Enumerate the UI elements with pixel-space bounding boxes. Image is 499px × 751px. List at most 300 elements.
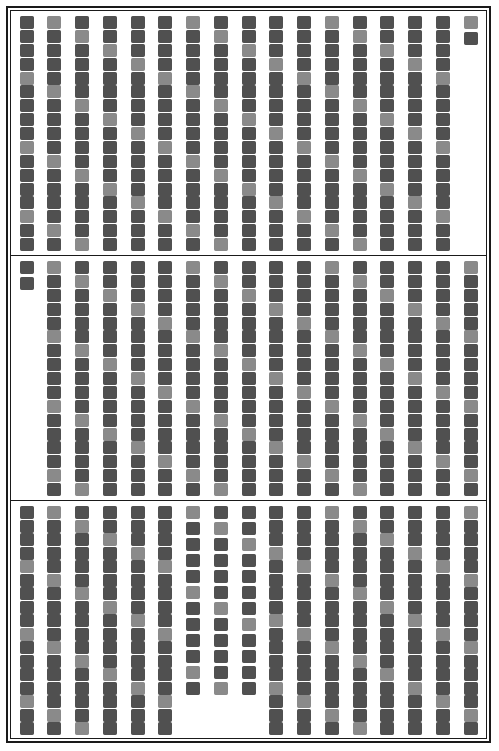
text-column bbox=[461, 12, 480, 255]
character-glyph bbox=[408, 16, 422, 29]
character-glyph bbox=[325, 469, 339, 482]
character-glyph bbox=[242, 169, 256, 182]
character-glyph bbox=[214, 99, 228, 112]
character-glyph bbox=[103, 372, 117, 385]
character-glyph bbox=[353, 668, 367, 681]
character-glyph bbox=[297, 506, 311, 519]
character-glyph bbox=[20, 155, 34, 168]
character-glyph bbox=[436, 506, 450, 519]
character-glyph bbox=[297, 628, 311, 641]
character-glyph bbox=[103, 682, 117, 695]
character-glyph bbox=[75, 358, 89, 371]
character-glyph bbox=[158, 695, 172, 708]
character-glyph bbox=[380, 668, 394, 681]
character-glyph bbox=[325, 330, 339, 343]
character-glyph bbox=[436, 455, 450, 468]
character-glyph bbox=[436, 72, 450, 85]
character-glyph bbox=[158, 722, 172, 735]
text-column bbox=[184, 502, 203, 739]
character-glyph bbox=[436, 169, 450, 182]
character-glyph bbox=[158, 614, 172, 627]
character-glyph bbox=[464, 32, 478, 45]
character-glyph bbox=[47, 469, 61, 482]
character-glyph bbox=[297, 372, 311, 385]
character-glyph bbox=[214, 554, 228, 567]
character-glyph bbox=[325, 628, 339, 641]
character-glyph bbox=[158, 587, 172, 600]
character-glyph bbox=[269, 238, 283, 251]
character-glyph bbox=[20, 574, 34, 587]
character-glyph bbox=[408, 275, 422, 288]
character-glyph bbox=[269, 709, 283, 722]
character-glyph bbox=[103, 85, 117, 98]
character-glyph bbox=[297, 155, 311, 168]
character-glyph bbox=[380, 560, 394, 573]
character-glyph bbox=[75, 372, 89, 385]
character-glyph bbox=[297, 428, 311, 441]
character-glyph bbox=[436, 614, 450, 627]
character-glyph bbox=[242, 522, 256, 535]
character-glyph bbox=[103, 574, 117, 587]
character-glyph bbox=[75, 641, 89, 654]
character-glyph bbox=[158, 261, 172, 274]
character-glyph bbox=[75, 469, 89, 482]
character-glyph bbox=[269, 72, 283, 85]
character-glyph bbox=[380, 344, 394, 357]
character-glyph bbox=[47, 533, 61, 546]
character-glyph bbox=[269, 386, 283, 399]
character-glyph bbox=[103, 303, 117, 316]
character-glyph bbox=[408, 224, 422, 237]
character-glyph bbox=[131, 614, 145, 627]
character-glyph bbox=[380, 601, 394, 614]
character-glyph bbox=[131, 547, 145, 560]
text-column bbox=[239, 257, 258, 500]
character-glyph bbox=[158, 58, 172, 71]
character-glyph bbox=[158, 574, 172, 587]
character-glyph bbox=[297, 224, 311, 237]
character-glyph bbox=[353, 30, 367, 43]
character-glyph bbox=[20, 533, 34, 546]
character-glyph bbox=[242, 127, 256, 140]
character-glyph bbox=[408, 709, 422, 722]
character-glyph bbox=[380, 587, 394, 600]
character-glyph bbox=[297, 99, 311, 112]
character-glyph bbox=[20, 261, 34, 274]
character-glyph bbox=[158, 30, 172, 43]
character-glyph bbox=[269, 722, 283, 735]
character-glyph bbox=[242, 275, 256, 288]
character-glyph bbox=[353, 682, 367, 695]
character-glyph bbox=[20, 547, 34, 560]
character-glyph bbox=[75, 682, 89, 695]
character-glyph bbox=[47, 155, 61, 168]
character-glyph bbox=[47, 344, 61, 357]
text-column bbox=[156, 502, 175, 739]
character-glyph bbox=[103, 709, 117, 722]
character-glyph bbox=[75, 428, 89, 441]
character-glyph bbox=[380, 16, 394, 29]
character-glyph bbox=[158, 155, 172, 168]
character-glyph bbox=[186, 196, 200, 209]
character-glyph bbox=[186, 58, 200, 71]
character-glyph bbox=[103, 587, 117, 600]
character-glyph bbox=[214, 414, 228, 427]
character-glyph bbox=[214, 155, 228, 168]
character-glyph bbox=[380, 574, 394, 587]
character-glyph bbox=[131, 196, 145, 209]
character-glyph bbox=[408, 547, 422, 560]
character-glyph bbox=[297, 469, 311, 482]
text-column bbox=[156, 12, 175, 255]
character-glyph bbox=[297, 141, 311, 154]
character-glyph bbox=[297, 682, 311, 695]
character-glyph bbox=[325, 196, 339, 209]
text-column bbox=[350, 12, 369, 255]
character-glyph bbox=[380, 506, 394, 519]
character-glyph bbox=[214, 261, 228, 274]
character-glyph bbox=[158, 99, 172, 112]
character-glyph bbox=[158, 238, 172, 251]
character-glyph bbox=[20, 85, 34, 98]
character-glyph bbox=[158, 483, 172, 496]
character-glyph bbox=[269, 587, 283, 600]
character-glyph bbox=[436, 113, 450, 126]
character-glyph bbox=[297, 183, 311, 196]
character-glyph bbox=[242, 682, 256, 695]
character-glyph bbox=[325, 210, 339, 223]
character-glyph bbox=[47, 560, 61, 573]
character-glyph bbox=[20, 655, 34, 668]
character-glyph bbox=[158, 72, 172, 85]
character-glyph bbox=[158, 400, 172, 413]
character-glyph bbox=[186, 330, 200, 343]
character-glyph bbox=[131, 506, 145, 519]
character-glyph bbox=[380, 261, 394, 274]
character-glyph bbox=[242, 441, 256, 454]
character-glyph bbox=[325, 520, 339, 533]
character-glyph bbox=[186, 72, 200, 85]
character-glyph bbox=[75, 141, 89, 154]
character-glyph bbox=[20, 614, 34, 627]
character-glyph bbox=[408, 614, 422, 627]
character-glyph bbox=[380, 275, 394, 288]
character-glyph bbox=[242, 455, 256, 468]
character-glyph bbox=[353, 506, 367, 519]
character-glyph bbox=[242, 428, 256, 441]
character-glyph bbox=[186, 538, 200, 551]
character-glyph bbox=[186, 261, 200, 274]
character-glyph bbox=[242, 650, 256, 663]
character-glyph bbox=[408, 127, 422, 140]
character-glyph bbox=[353, 44, 367, 57]
character-glyph bbox=[47, 400, 61, 413]
character-glyph bbox=[131, 113, 145, 126]
character-glyph bbox=[436, 317, 450, 330]
character-glyph bbox=[75, 560, 89, 573]
character-glyph bbox=[353, 330, 367, 343]
character-glyph bbox=[186, 358, 200, 371]
character-glyph bbox=[131, 709, 145, 722]
text-column bbox=[73, 257, 92, 500]
character-glyph bbox=[214, 400, 228, 413]
character-glyph bbox=[325, 127, 339, 140]
character-glyph bbox=[214, 386, 228, 399]
character-glyph bbox=[214, 428, 228, 441]
character-glyph bbox=[464, 261, 478, 274]
character-glyph bbox=[464, 386, 478, 399]
character-glyph bbox=[47, 169, 61, 182]
character-glyph bbox=[20, 695, 34, 708]
character-glyph bbox=[380, 196, 394, 209]
character-glyph bbox=[186, 127, 200, 140]
character-glyph bbox=[325, 183, 339, 196]
character-glyph bbox=[325, 414, 339, 427]
character-glyph bbox=[408, 695, 422, 708]
character-glyph bbox=[186, 113, 200, 126]
character-glyph bbox=[436, 44, 450, 57]
character-glyph bbox=[186, 441, 200, 454]
text-column bbox=[378, 12, 397, 255]
character-glyph bbox=[269, 574, 283, 587]
character-glyph bbox=[436, 469, 450, 482]
text-column bbox=[322, 257, 341, 500]
character-glyph bbox=[408, 317, 422, 330]
character-glyph bbox=[325, 44, 339, 57]
character-glyph bbox=[131, 655, 145, 668]
character-glyph bbox=[75, 196, 89, 209]
character-glyph bbox=[103, 695, 117, 708]
character-glyph bbox=[103, 210, 117, 223]
character-glyph bbox=[269, 372, 283, 385]
character-glyph bbox=[47, 289, 61, 302]
character-glyph bbox=[380, 210, 394, 223]
character-glyph bbox=[269, 275, 283, 288]
character-glyph bbox=[242, 483, 256, 496]
character-glyph bbox=[47, 16, 61, 29]
character-glyph bbox=[158, 44, 172, 57]
character-glyph bbox=[242, 386, 256, 399]
character-glyph bbox=[47, 709, 61, 722]
character-glyph bbox=[297, 414, 311, 427]
character-glyph bbox=[131, 587, 145, 600]
character-glyph bbox=[214, 72, 228, 85]
character-glyph bbox=[353, 210, 367, 223]
character-glyph bbox=[380, 127, 394, 140]
character-glyph bbox=[436, 386, 450, 399]
character-glyph bbox=[75, 30, 89, 43]
character-glyph bbox=[436, 483, 450, 496]
character-glyph bbox=[214, 196, 228, 209]
character-glyph bbox=[269, 127, 283, 140]
character-glyph bbox=[464, 372, 478, 385]
character-glyph bbox=[464, 722, 478, 735]
character-glyph bbox=[353, 372, 367, 385]
character-glyph bbox=[353, 414, 367, 427]
character-glyph bbox=[47, 303, 61, 316]
character-glyph bbox=[131, 682, 145, 695]
text-column bbox=[350, 257, 369, 500]
character-glyph bbox=[158, 127, 172, 140]
character-glyph bbox=[380, 169, 394, 182]
character-glyph bbox=[158, 560, 172, 573]
character-glyph bbox=[408, 506, 422, 519]
text-column bbox=[295, 257, 314, 500]
character-glyph bbox=[158, 169, 172, 182]
text-column bbox=[17, 257, 36, 500]
character-glyph bbox=[353, 520, 367, 533]
character-glyph bbox=[103, 414, 117, 427]
character-glyph bbox=[464, 469, 478, 482]
text-column bbox=[45, 257, 64, 500]
character-glyph bbox=[20, 99, 34, 112]
character-glyph bbox=[131, 85, 145, 98]
character-glyph bbox=[103, 238, 117, 251]
character-glyph bbox=[325, 30, 339, 43]
character-glyph bbox=[464, 330, 478, 343]
character-glyph bbox=[214, 58, 228, 71]
character-glyph bbox=[186, 169, 200, 182]
character-glyph bbox=[353, 16, 367, 29]
character-glyph bbox=[353, 722, 367, 735]
character-glyph bbox=[214, 169, 228, 182]
character-glyph bbox=[103, 547, 117, 560]
character-glyph bbox=[269, 400, 283, 413]
character-glyph bbox=[242, 85, 256, 98]
character-glyph bbox=[380, 224, 394, 237]
character-glyph bbox=[214, 344, 228, 357]
character-glyph bbox=[325, 16, 339, 29]
character-glyph bbox=[186, 16, 200, 29]
character-glyph bbox=[380, 414, 394, 427]
character-glyph bbox=[214, 289, 228, 302]
character-glyph bbox=[214, 469, 228, 482]
character-glyph bbox=[131, 483, 145, 496]
character-glyph bbox=[325, 113, 339, 126]
character-glyph bbox=[464, 614, 478, 627]
character-glyph bbox=[325, 344, 339, 357]
character-glyph bbox=[103, 400, 117, 413]
text-column bbox=[156, 257, 175, 500]
character-glyph bbox=[131, 16, 145, 29]
character-glyph bbox=[269, 614, 283, 627]
character-glyph bbox=[297, 668, 311, 681]
character-glyph bbox=[297, 303, 311, 316]
character-glyph bbox=[131, 224, 145, 237]
character-glyph bbox=[436, 30, 450, 43]
character-glyph bbox=[408, 289, 422, 302]
character-glyph bbox=[269, 30, 283, 43]
character-glyph bbox=[408, 641, 422, 654]
character-glyph bbox=[325, 428, 339, 441]
character-glyph bbox=[214, 210, 228, 223]
character-glyph bbox=[158, 330, 172, 343]
character-glyph bbox=[242, 113, 256, 126]
character-glyph bbox=[158, 428, 172, 441]
character-glyph bbox=[464, 533, 478, 546]
character-glyph bbox=[353, 547, 367, 560]
character-glyph bbox=[436, 441, 450, 454]
character-glyph bbox=[436, 428, 450, 441]
character-glyph bbox=[408, 210, 422, 223]
character-glyph bbox=[464, 695, 478, 708]
character-glyph bbox=[131, 289, 145, 302]
character-glyph bbox=[103, 289, 117, 302]
character-glyph bbox=[20, 587, 34, 600]
text-column bbox=[45, 502, 64, 739]
character-glyph bbox=[353, 85, 367, 98]
character-glyph bbox=[353, 261, 367, 274]
character-glyph bbox=[325, 695, 339, 708]
character-glyph bbox=[214, 113, 228, 126]
character-glyph bbox=[436, 127, 450, 140]
character-glyph bbox=[47, 483, 61, 496]
character-glyph bbox=[242, 330, 256, 343]
character-glyph bbox=[47, 455, 61, 468]
character-glyph bbox=[75, 210, 89, 223]
character-glyph bbox=[408, 400, 422, 413]
character-glyph bbox=[75, 722, 89, 735]
character-glyph bbox=[269, 303, 283, 316]
text-column bbox=[128, 12, 147, 255]
character-glyph bbox=[47, 428, 61, 441]
character-glyph bbox=[131, 58, 145, 71]
character-glyph bbox=[158, 668, 172, 681]
character-glyph bbox=[131, 668, 145, 681]
character-glyph bbox=[380, 317, 394, 330]
character-glyph bbox=[353, 628, 367, 641]
character-glyph bbox=[436, 289, 450, 302]
character-glyph bbox=[325, 668, 339, 681]
character-glyph bbox=[214, 602, 228, 615]
character-glyph bbox=[75, 113, 89, 126]
character-glyph bbox=[380, 722, 394, 735]
character-glyph bbox=[103, 261, 117, 274]
character-glyph bbox=[436, 560, 450, 573]
character-glyph bbox=[353, 386, 367, 399]
character-glyph bbox=[325, 58, 339, 71]
character-glyph bbox=[158, 317, 172, 330]
character-glyph bbox=[297, 722, 311, 735]
character-glyph bbox=[464, 547, 478, 560]
character-glyph bbox=[214, 522, 228, 535]
character-glyph bbox=[103, 30, 117, 43]
character-glyph bbox=[353, 275, 367, 288]
character-glyph bbox=[75, 224, 89, 237]
character-glyph bbox=[380, 85, 394, 98]
character-glyph bbox=[297, 44, 311, 57]
character-glyph bbox=[297, 289, 311, 302]
character-glyph bbox=[20, 72, 34, 85]
character-glyph bbox=[20, 169, 34, 182]
character-glyph bbox=[408, 113, 422, 126]
character-glyph bbox=[380, 441, 394, 454]
character-glyph bbox=[353, 358, 367, 371]
character-glyph bbox=[47, 668, 61, 681]
character-glyph bbox=[325, 141, 339, 154]
character-glyph bbox=[47, 358, 61, 371]
character-glyph bbox=[380, 709, 394, 722]
character-glyph bbox=[380, 628, 394, 641]
character-glyph bbox=[131, 601, 145, 614]
text-column bbox=[461, 257, 480, 500]
character-glyph bbox=[464, 682, 478, 695]
character-glyph bbox=[380, 372, 394, 385]
character-glyph bbox=[297, 317, 311, 330]
character-glyph bbox=[186, 99, 200, 112]
character-glyph bbox=[408, 72, 422, 85]
character-glyph bbox=[325, 601, 339, 614]
